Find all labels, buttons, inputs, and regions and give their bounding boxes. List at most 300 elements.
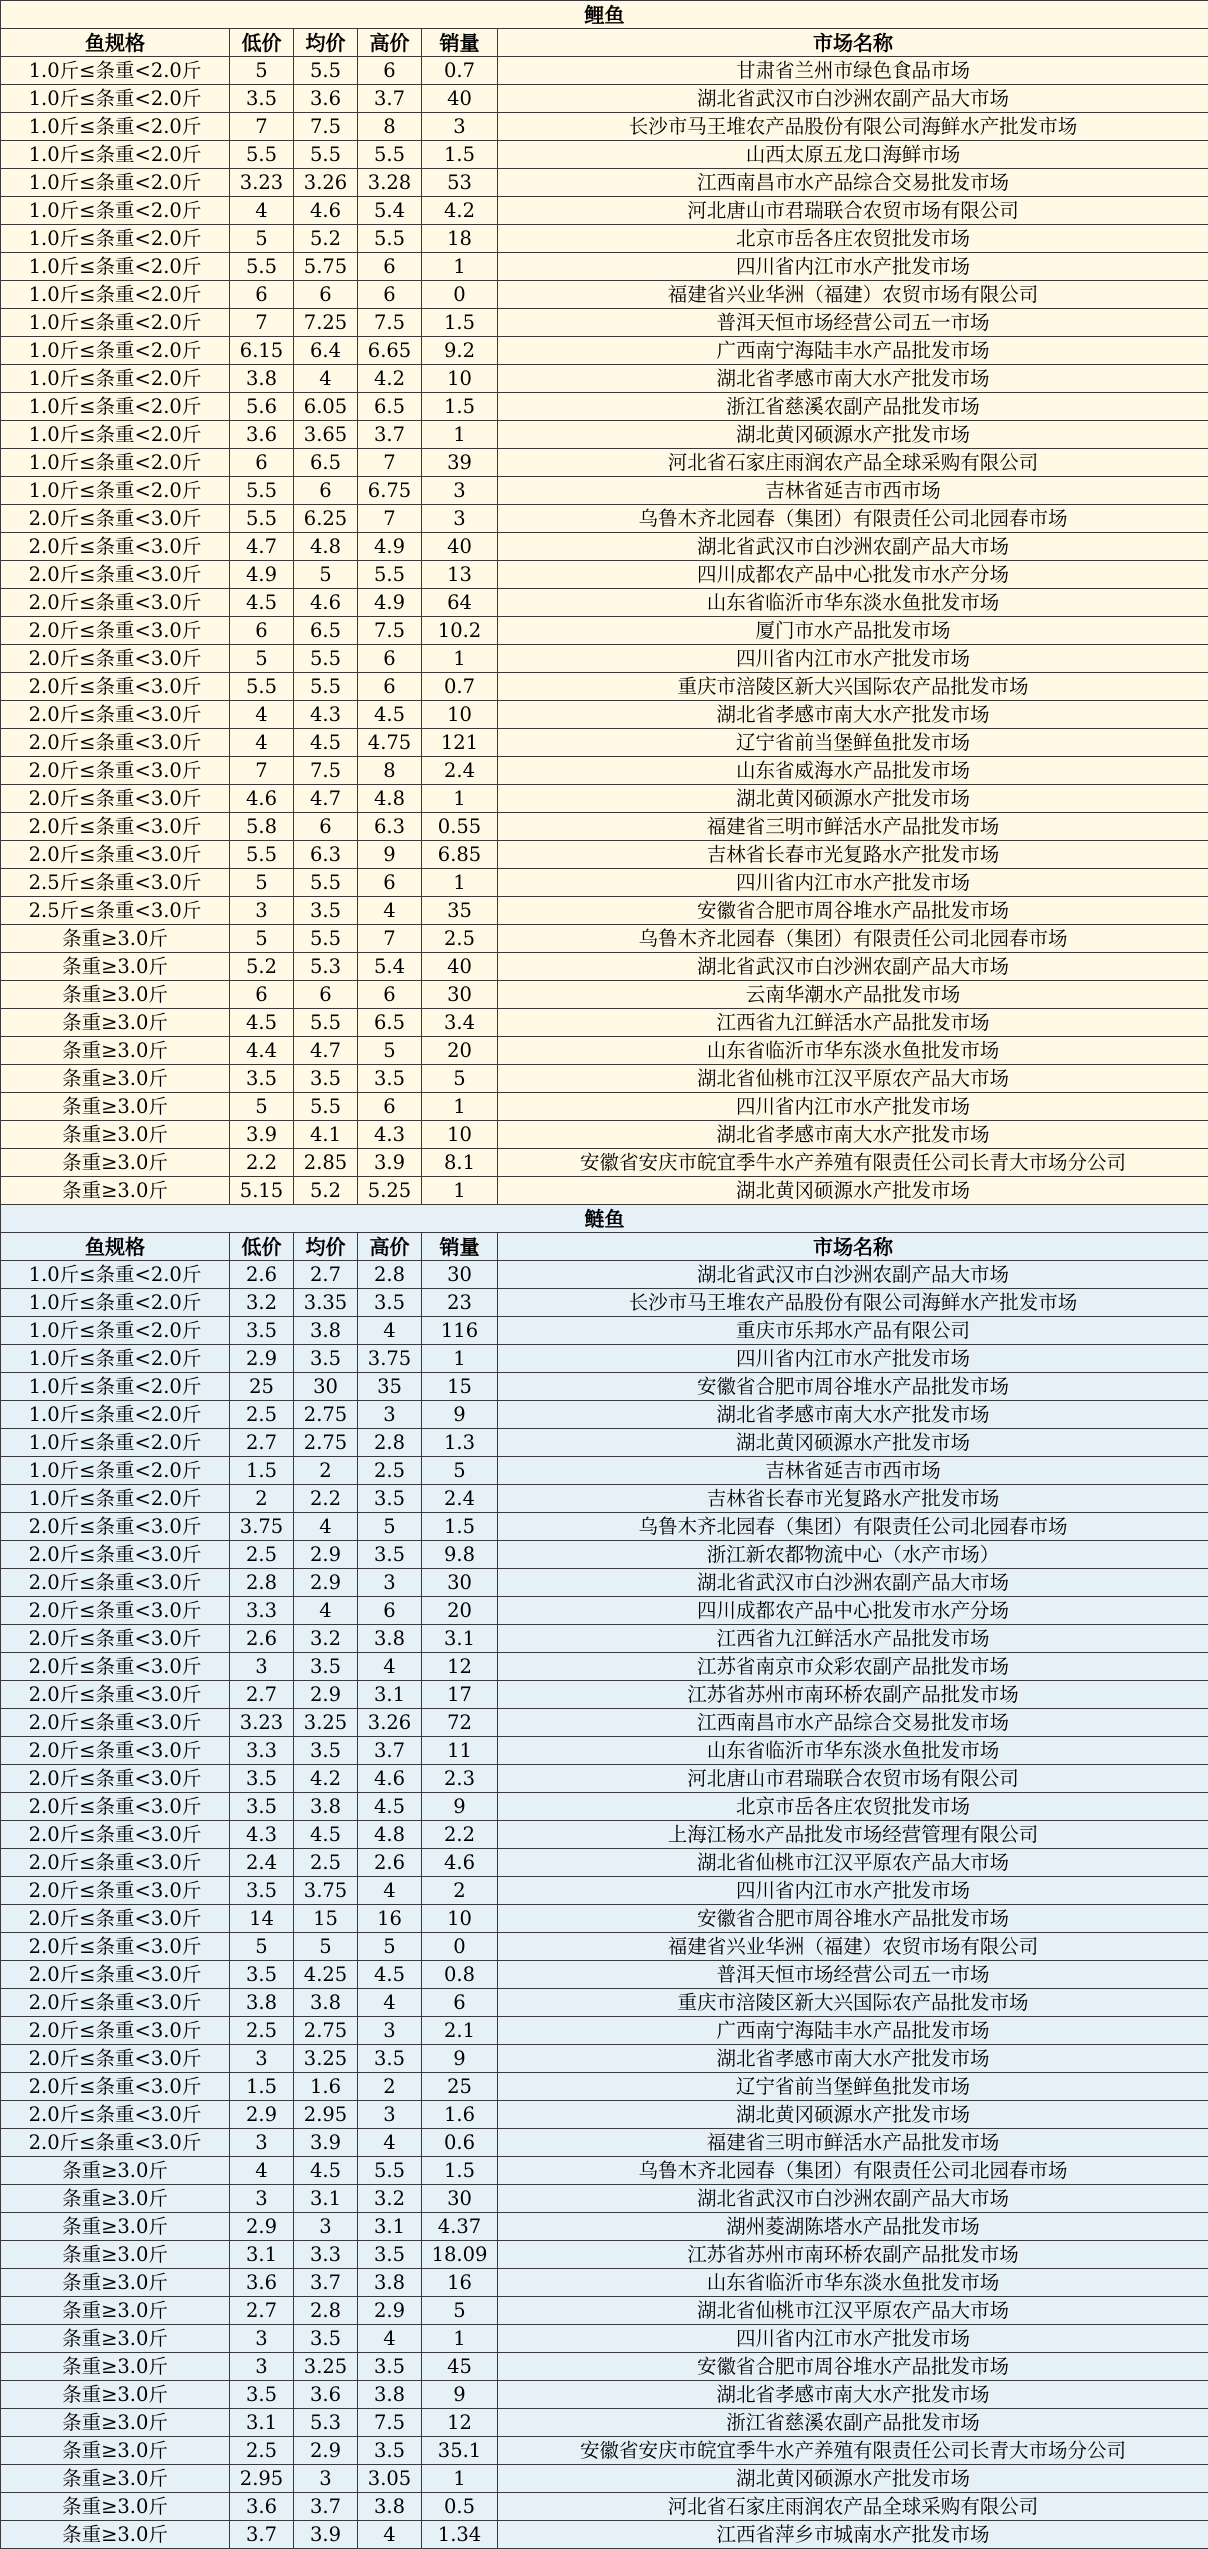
market-name-cell: 浙江新农都物流中心（水产市场） [498,1541,1208,1569]
volume-cell: 9 [422,1401,498,1429]
spec-cell: 1.0斤≤条重<2.0斤 [1,1345,230,1373]
low-price-cell: 3.23 [230,169,294,197]
high-price-cell: 3.8 [358,1625,422,1653]
table-row [1,1933,1208,1961]
market-name-cell: 湖州菱湖陈塔水产品批发市场 [498,2213,1208,2241]
avg-price-cell: 4.6 [294,589,358,617]
market-name-cell: 吉林省长春市光复路水产批发市场 [498,1485,1208,1513]
table-row [1,673,1208,701]
high-price-cell: 4 [358,1989,422,2017]
high-price-cell: 5.5 [358,225,422,253]
table-row [1,1513,1208,1541]
market-name-cell: 湖北省仙桃市江汉平原农产品大市场 [498,1065,1208,1093]
high-price-cell: 16 [358,1905,422,1933]
avg-price-cell: 3.25 [294,1709,358,1737]
market-name-cell: 山东省临沂市华东淡水鱼批发市场 [498,1037,1208,1065]
low-price-cell: 4 [230,701,294,729]
table-row [1,701,1208,729]
low-price-cell: 3.6 [230,2493,294,2521]
low-price-cell: 5.15 [230,1177,294,1205]
table-row [1,225,1208,253]
high-price-cell: 3.5 [358,2353,422,2381]
avg-price-cell: 2.9 [294,1569,358,1597]
volume-cell: 4.6 [422,1849,498,1877]
table-row [1,2409,1208,2437]
avg-price-cell: 3.25 [294,2045,358,2073]
spec-cell: 2.0斤≤条重<3.0斤 [1,1933,230,1961]
volume-cell: 121 [422,729,498,757]
column-header-market: 市场名称 [498,1233,1208,1261]
market-name-cell: 乌鲁木齐北园春（集团）有限责任公司北园春市场 [498,1513,1208,1541]
spec-cell: 2.0斤≤条重<3.0斤 [1,617,230,645]
table-row [1,1905,1208,1933]
market-name-cell: 江西南昌市水产品综合交易批发市场 [498,169,1208,197]
market-name-cell: 江西省萍乡市城南水产批发市场 [498,2521,1208,2549]
volume-cell: 6 [422,1989,498,2017]
market-name-cell: 广西南宁海陆丰水产品批发市场 [498,2017,1208,2045]
spec-cell: 1.0斤≤条重<2.0斤 [1,57,230,85]
high-price-cell: 3.26 [358,1709,422,1737]
volume-cell: 9.2 [422,337,498,365]
low-price-cell: 4.3 [230,1821,294,1849]
low-price-cell: 5 [230,225,294,253]
spec-cell: 1.0斤≤条重<2.0斤 [1,85,230,113]
table-row [1,113,1208,141]
spec-cell: 2.0斤≤条重<3.0斤 [1,1569,230,1597]
market-name-cell: 四川省内江市水产批发市场 [498,2325,1208,2353]
high-price-cell: 4 [358,2129,422,2157]
spec-cell: 1.0斤≤条重<2.0斤 [1,197,230,225]
high-price-cell: 7.5 [358,2409,422,2437]
market-name-cell: 湖北省孝感市南大水产批发市场 [498,1121,1208,1149]
avg-price-cell: 6.3 [294,841,358,869]
avg-price-cell: 5.5 [294,1093,358,1121]
volume-cell: 13 [422,561,498,589]
low-price-cell: 3.1 [230,2241,294,2269]
high-price-cell: 7 [358,449,422,477]
high-price-cell: 3.9 [358,1149,422,1177]
market-name-cell: 湖北省孝感市南大水产批发市场 [498,2045,1208,2073]
market-name-cell: 湖北省武汉市白沙洲农副产品大市场 [498,1569,1208,1597]
market-name-cell: 湖北省武汉市白沙洲农副产品大市场 [498,85,1208,113]
high-price-cell: 4.8 [358,1821,422,1849]
table-row [1,617,1208,645]
volume-cell: 1 [422,645,498,673]
market-name-cell: 河北省石家庄雨润农产品全球采购有限公司 [498,2493,1208,2521]
volume-cell: 5 [422,1065,498,1093]
high-price-cell: 4.5 [358,701,422,729]
high-price-cell: 4 [358,1653,422,1681]
spec-cell: 2.0斤≤条重<3.0斤 [1,645,230,673]
table-row [1,813,1208,841]
low-price-cell: 5.5 [230,477,294,505]
high-price-cell: 5 [358,1513,422,1541]
volume-cell: 18.09 [422,2241,498,2269]
avg-price-cell: 5.5 [294,645,358,673]
spec-cell: 条重≥3.0斤 [1,2157,230,2185]
high-price-cell: 4.5 [358,1961,422,1989]
volume-cell: 3 [422,113,498,141]
low-price-cell: 1.5 [230,2073,294,2101]
volume-cell: 64 [422,589,498,617]
spec-cell: 条重≥3.0斤 [1,981,230,1009]
market-name-cell: 江苏省苏州市南环桥农副产品批发市场 [498,1681,1208,1709]
avg-price-cell: 5 [294,561,358,589]
table-row [1,2129,1208,2157]
table-row [1,1457,1208,1485]
market-name-cell: 福建省兴业华洲（福建）农贸市场有限公司 [498,281,1208,309]
spec-cell: 1.0斤≤条重<2.0斤 [1,365,230,393]
spec-cell: 条重≥3.0斤 [1,2409,230,2437]
volume-cell: 23 [422,1289,498,1317]
low-price-cell: 7 [230,309,294,337]
avg-price-cell: 3.8 [294,1793,358,1821]
low-price-cell: 2.5 [230,1541,294,1569]
volume-cell: 1.34 [422,2521,498,2549]
market-name-cell: 浙江省慈溪农副产品批发市场 [498,2409,1208,2437]
avg-price-cell: 2.75 [294,1401,358,1429]
spec-cell: 1.0斤≤条重<2.0斤 [1,141,230,169]
low-price-cell: 5 [230,925,294,953]
table-row [1,281,1208,309]
table-row [1,2493,1208,2521]
table-row [1,1009,1208,1037]
high-price-cell: 3.8 [358,2493,422,2521]
market-name-cell: 安徽省安庆市皖宜季牛水产养殖有限责任公司长青大市场分公司 [498,1149,1208,1177]
low-price-cell: 5.5 [230,141,294,169]
market-name-cell: 湖北黄冈硕源水产批发市场 [498,785,1208,813]
high-price-cell: 3.5 [358,1485,422,1513]
market-name-cell: 重庆市涪陵区新大兴国际农产品批发市场 [498,1989,1208,2017]
column-header-low: 低价 [230,29,294,57]
avg-price-cell: 5.2 [294,1177,358,1205]
avg-price-cell: 2.75 [294,2017,358,2045]
spec-cell: 1.0斤≤条重<2.0斤 [1,1289,230,1317]
high-price-cell: 35 [358,1373,422,1401]
high-price-cell: 3.5 [358,1289,422,1317]
volume-cell: 17 [422,1681,498,1709]
low-price-cell: 3.23 [230,1709,294,1737]
low-price-cell: 3.3 [230,1597,294,1625]
spec-cell: 条重≥3.0斤 [1,1065,230,1093]
high-price-cell: 6 [358,645,422,673]
spec-cell: 2.0斤≤条重<3.0斤 [1,2045,230,2073]
table-row [1,953,1208,981]
low-price-cell: 2.7 [230,1681,294,1709]
avg-price-cell: 2.2 [294,1485,358,1513]
table-row [1,2465,1208,2493]
volume-cell: 1.5 [422,2157,498,2185]
volume-cell: 0.7 [422,673,498,701]
avg-price-cell: 5.2 [294,225,358,253]
section-title-row [1,1,1208,29]
volume-cell: 35.1 [422,2437,498,2465]
avg-price-cell: 6.25 [294,505,358,533]
market-name-cell: 江西南昌市水产品综合交易批发市场 [498,1709,1208,1737]
table-row [1,2521,1208,2549]
low-price-cell: 5 [230,869,294,897]
market-name-cell: 辽宁省前当堡鲜鱼批发市场 [498,729,1208,757]
market-name-cell: 河北唐山市君瑞联合农贸市场有限公司 [498,1765,1208,1793]
high-price-cell: 6 [358,1597,422,1625]
high-price-cell: 7 [358,925,422,953]
carp-section [1,1,1208,1205]
table-row [1,365,1208,393]
volume-cell: 30 [422,2185,498,2213]
volume-cell: 1 [422,2465,498,2493]
avg-price-cell: 5.75 [294,253,358,281]
low-price-cell: 4.5 [230,1009,294,1037]
volume-cell: 9 [422,2045,498,2073]
low-price-cell: 2.9 [230,2213,294,2241]
market-name-cell: 河北唐山市君瑞联合农贸市场有限公司 [498,197,1208,225]
column-header-spec: 鱼规格 [1,1233,230,1261]
table-row [1,57,1208,85]
high-price-cell: 3.75 [358,1345,422,1373]
market-name-cell: 江西省九江鲜活水产品批发市场 [498,1625,1208,1653]
market-name-cell: 云南华潮水产品批发市场 [498,981,1208,1009]
market-name-cell: 四川省内江市水产批发市场 [498,869,1208,897]
low-price-cell: 4.4 [230,1037,294,1065]
table-row [1,1737,1208,1765]
table-row [1,2353,1208,2381]
avg-price-cell: 7.5 [294,113,358,141]
spec-cell: 2.0斤≤条重<3.0斤 [1,505,230,533]
table-row [1,253,1208,281]
market-name-cell: 湖北黄冈硕源水产批发市场 [498,2101,1208,2129]
table-row [1,197,1208,225]
high-price-cell: 4 [358,1317,422,1345]
low-price-cell: 3.7 [230,2521,294,2549]
table-row [1,1093,1208,1121]
market-name-cell: 吉林省延吉市西市场 [498,1457,1208,1485]
market-name-cell: 湖北省仙桃市江汉平原农产品大市场 [498,1849,1208,1877]
table-row [1,1373,1208,1401]
spec-cell: 条重≥3.0斤 [1,953,230,981]
high-price-cell: 3.2 [358,2185,422,2213]
spec-cell: 2.0斤≤条重<3.0斤 [1,1513,230,1541]
table-row [1,2157,1208,2185]
high-price-cell: 3 [358,1569,422,1597]
high-price-cell: 3.7 [358,421,422,449]
spec-cell: 2.0斤≤条重<3.0斤 [1,2073,230,2101]
market-name-cell: 广西南宁海陆丰水产品批发市场 [498,337,1208,365]
market-name-cell: 乌鲁木齐北园春（集团）有限责任公司北园春市场 [498,505,1208,533]
volume-cell: 0.6 [422,2129,498,2157]
low-price-cell: 7 [230,113,294,141]
table-row [1,1597,1208,1625]
market-name-cell: 北京市岳各庄农贸批发市场 [498,225,1208,253]
low-price-cell: 3.5 [230,1765,294,1793]
spec-cell: 2.0斤≤条重<3.0斤 [1,757,230,785]
volume-cell: 1 [422,421,498,449]
low-price-cell: 4 [230,197,294,225]
low-price-cell: 3.6 [230,2269,294,2297]
high-price-cell: 6.5 [358,1009,422,1037]
spec-cell: 1.0斤≤条重<2.0斤 [1,281,230,309]
market-name-cell: 四川省内江市水产批发市场 [498,1877,1208,1905]
volume-cell: 11 [422,1737,498,1765]
avg-price-cell: 2.85 [294,1149,358,1177]
table-row [1,2017,1208,2045]
spec-cell: 1.0斤≤条重<2.0斤 [1,253,230,281]
avg-price-cell: 2.9 [294,1681,358,1709]
avg-price-cell: 6.5 [294,617,358,645]
market-name-cell: 四川省内江市水产批发市场 [498,1345,1208,1373]
low-price-cell: 3.3 [230,1737,294,1765]
avg-price-cell: 6.5 [294,449,358,477]
high-price-cell: 6 [358,281,422,309]
spec-cell: 条重≥3.0斤 [1,1121,230,1149]
market-name-cell: 浙江省慈溪农副产品批发市场 [498,393,1208,421]
high-price-cell: 3.1 [358,1681,422,1709]
spec-cell: 1.0斤≤条重<2.0斤 [1,1317,230,1345]
low-price-cell: 3.5 [230,1961,294,1989]
table-row [1,2073,1208,2101]
volume-cell: 25 [422,2073,498,2101]
low-price-cell: 2.7 [230,2297,294,2325]
low-price-cell: 2.5 [230,2437,294,2465]
table-row [1,1961,1208,1989]
high-price-cell: 3.7 [358,85,422,113]
spec-cell: 2.0斤≤条重<3.0斤 [1,1821,230,1849]
avg-price-cell: 3.75 [294,1877,358,1905]
avg-price-cell: 3 [294,2465,358,2493]
table-row [1,925,1208,953]
low-price-cell: 2.9 [230,2101,294,2129]
high-price-cell: 3.5 [358,2241,422,2269]
market-name-cell: 湖北省武汉市白沙洲农副产品大市场 [498,533,1208,561]
table-row [1,1877,1208,1905]
table-row [1,1317,1208,1345]
avg-price-cell: 6 [294,813,358,841]
avg-price-cell: 5.5 [294,57,358,85]
low-price-cell: 5.5 [230,505,294,533]
volume-cell: 10 [422,365,498,393]
low-price-cell: 3.8 [230,1989,294,2017]
spec-cell: 1.0斤≤条重<2.0斤 [1,337,230,365]
column-header-volume: 销量 [422,1233,498,1261]
avg-price-cell: 4.5 [294,1821,358,1849]
high-price-cell: 2.9 [358,2297,422,2325]
spec-cell: 2.0斤≤条重<3.0斤 [1,1961,230,1989]
table-row [1,2437,1208,2465]
high-price-cell: 6.65 [358,337,422,365]
spec-cell: 2.0斤≤条重<3.0斤 [1,1737,230,1765]
high-price-cell: 6 [358,1093,422,1121]
table-row [1,1485,1208,1513]
low-price-cell: 3.6 [230,421,294,449]
avg-price-cell: 5.5 [294,869,358,897]
avg-price-cell: 7.25 [294,309,358,337]
table-row [1,1989,1208,2017]
spec-cell: 2.0斤≤条重<3.0斤 [1,1597,230,1625]
high-price-cell: 4.3 [358,1121,422,1149]
column-header-low: 低价 [230,1233,294,1261]
high-price-cell: 6 [358,869,422,897]
spec-cell: 2.0斤≤条重<3.0斤 [1,729,230,757]
market-name-cell: 湖北省武汉市白沙洲农副产品大市场 [498,953,1208,981]
table-row [1,1177,1208,1205]
volume-cell: 1.6 [422,2101,498,2129]
low-price-cell: 6 [230,981,294,1009]
table-row [1,449,1208,477]
volume-cell: 40 [422,953,498,981]
market-name-cell: 安徽省合肥市周谷堆水产品批发市场 [498,1373,1208,1401]
table-row [1,2185,1208,2213]
spec-cell: 2.0斤≤条重<3.0斤 [1,813,230,841]
avg-price-cell: 3.3 [294,2241,358,2269]
volume-cell: 18 [422,225,498,253]
spec-cell: 2.0斤≤条重<3.0斤 [1,1709,230,1737]
table-row [1,1709,1208,1737]
high-price-cell: 3 [358,1401,422,1429]
low-price-cell: 5 [230,57,294,85]
market-name-cell: 四川成都农产品中心批发市水产分场 [498,1597,1208,1625]
column-header-volume: 销量 [422,29,498,57]
table-row [1,1765,1208,1793]
low-price-cell: 5 [230,1093,294,1121]
table-row [1,729,1208,757]
high-price-cell: 6 [358,673,422,701]
low-price-cell: 5.5 [230,841,294,869]
low-price-cell: 3.8 [230,365,294,393]
spec-cell: 条重≥3.0斤 [1,2269,230,2297]
column-header-high: 高价 [358,1233,422,1261]
market-name-cell: 湖北省孝感市南大水产批发市场 [498,701,1208,729]
high-price-cell: 4.6 [358,1765,422,1793]
high-price-cell: 4 [358,2325,422,2353]
volume-cell: 9 [422,2381,498,2409]
market-name-cell: 厦门市水产品批发市场 [498,617,1208,645]
spec-cell: 1.0斤≤条重<2.0斤 [1,449,230,477]
low-price-cell: 2.4 [230,1849,294,1877]
spec-cell: 2.0斤≤条重<3.0斤 [1,841,230,869]
spec-cell: 2.0斤≤条重<3.0斤 [1,1653,230,1681]
market-name-cell: 四川成都农产品中心批发市水产分场 [498,561,1208,589]
spec-cell: 1.0斤≤条重<2.0斤 [1,1373,230,1401]
market-name-cell: 普洱天恒市场经营公司五一市场 [498,309,1208,337]
spec-cell: 1.0斤≤条重<2.0斤 [1,393,230,421]
avg-price-cell: 3.7 [294,2269,358,2297]
high-price-cell: 9 [358,841,422,869]
table-row [1,1121,1208,1149]
volume-cell: 45 [422,2353,498,2381]
volume-cell: 3.1 [422,1625,498,1653]
spec-cell: 条重≥3.0斤 [1,2297,230,2325]
high-price-cell: 4 [358,1877,422,1905]
volume-cell: 0 [422,281,498,309]
high-price-cell: 5.5 [358,2157,422,2185]
table-row [1,1065,1208,1093]
spec-cell: 1.0斤≤条重<2.0斤 [1,1401,230,1429]
table-row [1,2045,1208,2073]
market-name-cell: 湖北省仙桃市江汉平原农产品大市场 [498,2297,1208,2325]
low-price-cell: 3.75 [230,1513,294,1541]
volume-cell: 20 [422,1597,498,1625]
spec-cell: 条重≥3.0斤 [1,1037,230,1065]
volume-cell: 9.8 [422,1541,498,1569]
spec-cell: 2.0斤≤条重<3.0斤 [1,561,230,589]
low-price-cell: 2.6 [230,1625,294,1653]
low-price-cell: 3 [230,2045,294,2073]
avg-price-cell: 3.5 [294,1737,358,1765]
spec-cell: 2.0斤≤条重<3.0斤 [1,589,230,617]
volume-cell: 30 [422,1261,498,1289]
market-name-cell: 湖北黄冈硕源水产批发市场 [498,2465,1208,2493]
avg-price-cell: 2.8 [294,2297,358,2325]
volume-cell: 1 [422,1177,498,1205]
